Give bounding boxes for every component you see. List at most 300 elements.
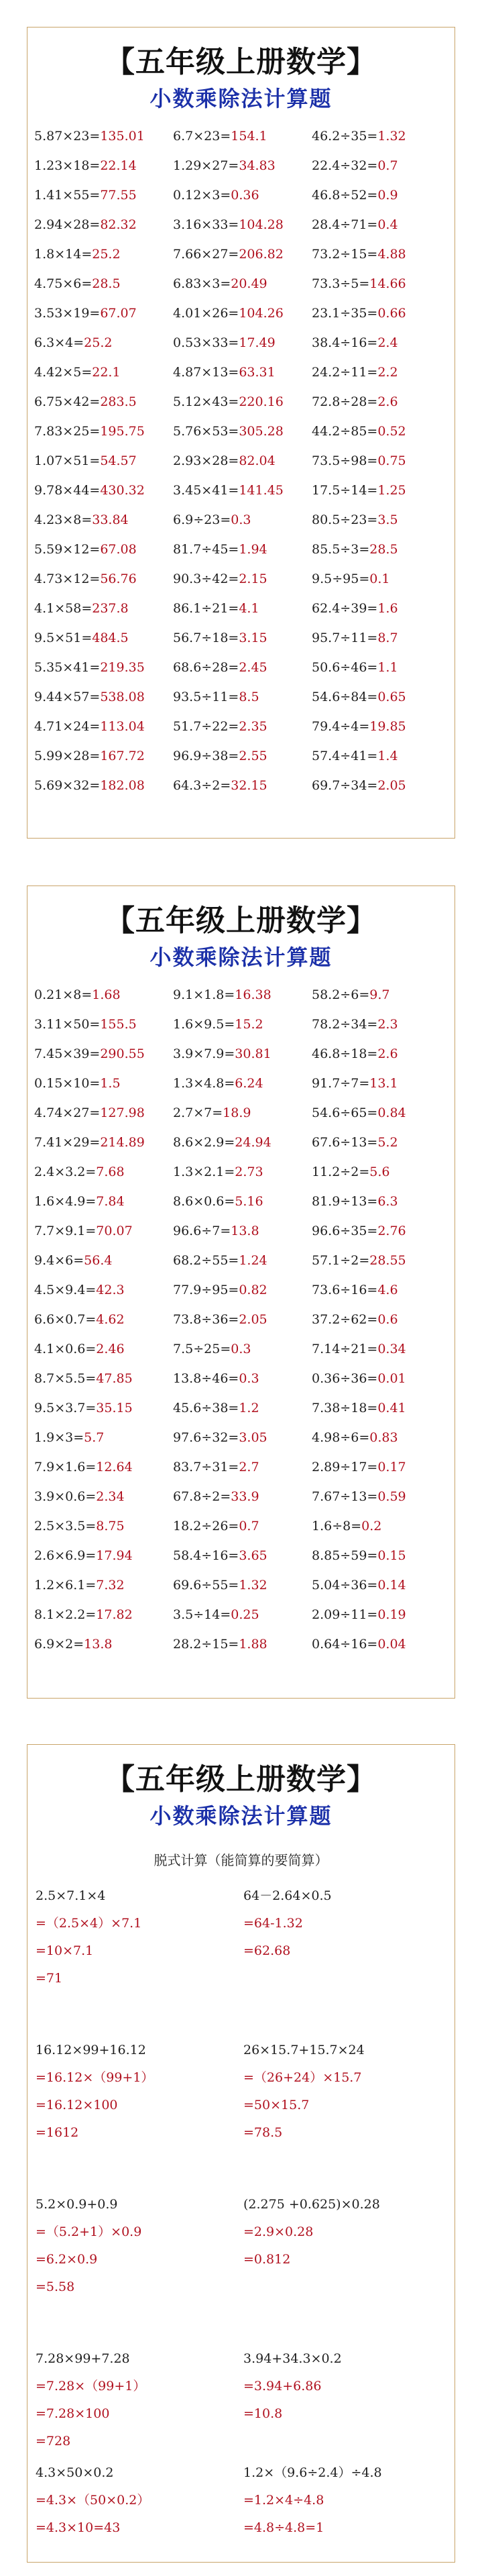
problem-cell [310,247,449,262]
problem-answer: 219.35 [100,660,145,675]
problem-expression: 5.04÷36= [312,1578,378,1593]
problem-answer: 67.07 [100,306,137,321]
calculation-step: =1612 [36,2125,79,2140]
problem-cell [172,1371,310,1386]
problem-row [33,180,449,210]
problem-answer: 0.41 [377,1401,406,1415]
problem-answer: 8.7 [377,631,398,645]
problem-answer: 14.66 [369,276,406,291]
problem-expression: 8.7×5.5= [34,1371,97,1386]
problem-answer: 67.08 [100,542,137,557]
problem-row [33,505,449,535]
problem-answer: 305.28 [239,424,284,439]
problem-cell [310,1371,449,1386]
problem-expression: 18.2÷26= [173,1519,239,1534]
problem-cell [33,1578,172,1593]
problem-cell [172,1637,310,1652]
problem-answer: 35.15 [96,1401,133,1415]
problem-answer: 141.45 [239,483,284,498]
problem-expression: 4.98÷6= [312,1430,370,1445]
problem-expression: 54.6÷65= [312,1106,378,1120]
problem-cell [310,394,449,409]
problem-cell [310,1401,449,1415]
problem-cell [33,1283,172,1297]
problem-row [33,1511,449,1541]
problem-answer: 0.34 [377,1342,406,1356]
problem-expression: 58.2÷6= [312,987,370,1002]
problem-cell [33,719,172,734]
problem-expression: 80.5÷23= [312,513,378,527]
problem-expression: 93.5÷11= [173,690,239,704]
calculation-expression: 4.3×50×0.2 [36,2465,114,2480]
problem-answer: 0.19 [377,1607,406,1622]
problem-cell [33,660,172,675]
calculation-problem [36,2191,141,2301]
problem-expression: 23.1÷35= [312,306,378,321]
problem-answer: 1.6 [377,601,398,616]
problem-answer: 290.55 [100,1046,145,1061]
problem-cell [310,1489,449,1504]
problem-cell [172,394,310,409]
problem-row [33,358,449,387]
problem-answer: 1.5 [100,1076,121,1091]
problem-answer: 0.15 [377,1548,406,1563]
problem-expression: 0.21×8= [34,987,93,1002]
problem-answer: 0.3 [231,513,251,527]
problem-row [33,623,449,653]
problem-expression: 13.8÷46= [173,1371,239,1386]
problem-answer: 33.9 [231,1489,259,1504]
calculation-step: =2.9×0.28 [243,2224,314,2239]
problem-expression: 7.83×25= [34,424,101,439]
problem-expression: 3.45×41= [173,483,239,498]
problem-row [33,594,449,623]
problem-expression: 83.7÷31= [173,1460,239,1474]
problem-cell [310,660,449,675]
problem-expression: 9.1×1.8= [173,987,235,1002]
calculation-step: =50×15.7 [243,2098,310,2112]
problem-expression: 57.1÷2= [312,1253,370,1268]
problem-answer: 0.59 [377,1489,406,1504]
problem-answer: 63.31 [239,365,276,380]
problem-cell [172,1401,310,1415]
problem-answer: 0.01 [377,1371,406,1386]
calculation-step: =62.68 [243,1943,291,1958]
problem-answer: 0.9 [377,188,398,203]
problem-expression: 97.6÷32= [173,1430,239,1445]
problem-cell [33,188,172,203]
problem-cell [310,1548,449,1563]
problem-expression: 38.4÷16= [312,335,378,350]
problem-expression: 68.6÷28= [173,660,239,675]
problem-expression: 4.01×26= [173,306,239,321]
problem-expression: 1.3×2.1= [173,1165,235,1179]
calculation-step: =（5.2+1）×0.9 [36,2224,142,2239]
problem-grid [33,980,449,1659]
problem-answer: 0.17 [377,1460,406,1474]
problem-cell [33,601,172,616]
problem-cell [172,542,310,557]
problem-expression: 6.9×2= [34,1637,84,1652]
problem-cell [172,1253,310,1268]
problem-answer: 0.1 [369,572,390,586]
problem-cell [310,1224,449,1238]
problem-expression: 3.9×0.6= [34,1489,97,1504]
problem-cell [172,1578,310,1593]
problem-cell [33,335,172,350]
problem-answer: 104.26 [239,306,284,321]
problem-cell [172,217,310,232]
problem-row [33,239,449,269]
problem-row [33,1246,449,1275]
problem-answer: 28.55 [369,1253,406,1268]
problem-expression: 96.6÷7= [173,1224,231,1238]
problem-answer: 22.14 [100,158,137,173]
problem-row [33,210,449,239]
problem-cell [310,1194,449,1209]
problem-row [33,1364,449,1393]
problem-answer: 0.66 [377,306,406,321]
problem-cell [33,1194,172,1209]
problem-row [33,476,449,505]
calculation-expression: 7.28×99+7.28 [36,2351,130,2366]
problem-cell [33,1253,172,1268]
calculation-expression: (2.275 +0.625)×0.28 [243,2197,380,2212]
problem-answer: 25.2 [92,247,121,262]
problem-expression: 45.6÷38= [173,1401,239,1415]
problem-answer: 2.05 [377,778,406,793]
problem-cell [310,1076,449,1091]
problem-expression: 9.4×6= [34,1253,84,1268]
problem-answer: 0.2 [361,1519,382,1534]
problem-answer: 0.25 [231,1607,259,1622]
problem-cell [33,1106,172,1120]
problem-cell [310,1283,449,1297]
problem-expression: 3.9×7.9= [173,1046,235,1061]
problem-expression: 3.16×33= [173,217,239,232]
calculation-step: =4.3×（50×0.2） [36,2493,150,2508]
problem-expression: 77.9÷95= [173,1283,239,1297]
problem-answer: 2.15 [239,572,267,586]
problem-expression: 4.73×12= [34,572,101,586]
problem-expression: 24.2÷11= [312,365,378,380]
problem-expression: 7.5÷25= [173,1342,231,1356]
problem-expression: 58.4÷16= [173,1548,239,1563]
problem-expression: 7.38÷18= [312,1401,378,1415]
problem-answer: 1.68 [92,987,121,1002]
problem-expression: 2.09÷11= [312,1607,378,1622]
problem-cell [172,1519,310,1534]
calculation-problem [36,1882,141,1992]
problem-expression: 1.6×9.5= [173,1017,235,1032]
problem-answer: 7.32 [96,1578,125,1593]
problem-grid [33,121,449,800]
problem-answer: 17.49 [239,335,276,350]
problem-answer: 13.8 [84,1637,113,1652]
problem-expression: 1.8×14= [34,247,93,262]
problem-expression: 79.4÷4= [312,719,370,734]
problem-answer: 4.6 [377,1283,398,1297]
problem-answer: 77.55 [100,188,137,203]
calculation-step: =10×7.1 [36,1943,94,1958]
problem-answer: 5.2 [377,1135,398,1150]
problem-expression: 4.1×58= [34,601,93,616]
problem-expression: 2.7×7= [173,1106,223,1120]
problem-expression: 2.89÷17= [312,1460,378,1474]
problem-cell [33,1165,172,1179]
problem-expression: 28.2÷15= [173,1637,239,1652]
problem-cell [310,631,449,645]
problem-row [33,121,449,151]
problem-row [33,1482,449,1511]
problem-cell [33,1637,172,1652]
problem-cell [310,1106,449,1120]
calculation-expression: 1.2×（9.6÷2.4）÷4.8 [243,2465,382,2480]
problem-row [33,1010,449,1039]
problem-answer: 0.65 [377,690,406,704]
problem-cell [33,1342,172,1356]
problem-expression: 1.3×4.8= [173,1076,235,1091]
problem-cell [172,1430,310,1445]
problem-answer: 237.8 [92,601,129,616]
problem-expression: 4.74×27= [34,1106,101,1120]
calculation-problem [243,2191,380,2273]
problem-cell [172,1489,310,1504]
problem-cell [172,1135,310,1150]
problem-answer: 1.2 [239,1401,259,1415]
problem-cell [310,453,449,468]
problem-cell [310,1578,449,1593]
problem-cell [172,1106,310,1120]
problem-cell [310,1312,449,1327]
problem-expression: 67.6÷13= [312,1135,378,1150]
problem-cell [310,719,449,734]
problem-cell [310,542,449,557]
problem-answer: 0.52 [377,424,406,439]
problem-expression: 50.6÷46= [312,660,378,675]
problem-answer: 8.5 [239,690,259,704]
problem-answer: 22.1 [92,365,121,380]
calculation-problem [36,2037,154,2147]
problem-expression: 67.8÷2= [173,1489,231,1504]
problem-answer: 2.73 [235,1165,263,1179]
problem-cell [33,1135,172,1150]
problem-cell [172,1224,310,1238]
problem-expression: 1.6÷8= [312,1519,362,1534]
calculation-step: =4.8÷4.8=1 [243,2520,324,2535]
problem-expression: 2.94×28= [34,217,101,232]
problem-answer: 0.84 [377,1106,406,1120]
calculation-expression: 5.2×0.9+0.9 [36,2197,118,2212]
problem-expression: 73.2÷15= [312,247,378,262]
problem-expression: 5.69×32= [34,778,101,793]
problem-expression: 9.78×44= [34,483,101,498]
problem-answer: 54.57 [100,453,137,468]
problem-answer: 18.9 [223,1106,251,1120]
calculation-step: =71 [36,1971,63,1986]
problem-answer: 9.7 [369,987,390,1002]
problem-expression: 7.45×39= [34,1046,101,1061]
problem-expression: 6.9÷23= [173,513,231,527]
problem-expression: 0.12×3= [173,188,231,203]
problem-expression: 46.8÷52= [312,188,378,203]
problem-row [33,1098,449,1128]
problem-cell [310,129,449,144]
problem-row [33,299,449,328]
problem-answer: 0.04 [377,1637,406,1652]
problem-expression: 62.4÷39= [312,601,378,616]
problem-expression: 46.2÷35= [312,129,378,144]
problem-cell [33,158,172,173]
problem-cell [33,1046,172,1061]
problem-answer: 3.15 [239,631,267,645]
problem-cell [310,1017,449,1032]
problem-expression: 5.99×28= [34,749,101,763]
problem-answer: 6.24 [235,1076,263,1091]
calculation-step: =728 [36,2434,71,2449]
problem-answer: 1.32 [239,1578,267,1593]
problem-answer: 5.16 [235,1194,263,1209]
problem-cell [33,129,172,144]
problem-cell [172,276,310,291]
problem-cell [172,690,310,704]
problem-answer: 1.94 [239,542,267,557]
problem-row [33,741,449,771]
problem-answer: 154.1 [231,129,267,144]
problem-expression: 0.15×10= [34,1076,101,1091]
problem-expression: 2.6×6.9= [34,1548,97,1563]
problem-cell [33,1460,172,1474]
problem-expression: 7.67÷13= [312,1489,378,1504]
problem-answer: 0.83 [369,1430,398,1445]
problem-expression: 8.6×0.6= [173,1194,235,1209]
problem-expression: 44.2÷85= [312,424,378,439]
problem-expression: 73.5÷98= [312,453,378,468]
problem-cell [172,601,310,616]
problem-row [33,417,449,446]
problem-expression: 0.36÷36= [312,1371,378,1386]
problem-expression: 4.75×6= [34,276,93,291]
problem-expression: 73.6÷16= [312,1283,378,1297]
problem-cell [310,217,449,232]
problem-expression: 1.2×6.1= [34,1578,97,1593]
problem-answer: 2.76 [377,1224,406,1238]
problem-answer: 167.72 [100,749,145,763]
problem-cell [310,1637,449,1652]
problem-answer: 2.35 [239,719,267,734]
problem-answer: 2.7 [239,1460,259,1474]
problem-expression: 9.5÷95= [312,572,370,586]
problem-row [33,1629,449,1659]
problem-answer: 283.5 [100,394,137,409]
problem-cell [33,1017,172,1032]
problem-cell [310,188,449,203]
problem-cell [310,483,449,498]
problem-cell [310,1519,449,1534]
problem-answer: 32.15 [231,778,267,793]
problem-cell [33,513,172,527]
problem-expression: 69.6÷55= [173,1578,239,1593]
problem-cell [33,394,172,409]
problem-expression: 28.4÷71= [312,217,378,232]
problem-row [33,387,449,417]
problem-answer: 42.3 [96,1283,125,1297]
problem-expression: 4.23×8= [34,513,93,527]
problem-cell [310,1046,449,1061]
problem-answer: 6.3 [377,1194,398,1209]
problem-cell [33,1371,172,1386]
problem-answer: 4.1 [239,601,259,616]
problem-cell [310,276,449,291]
calculation-problem [243,2037,365,2147]
worksheet-title: 【五年级上册数学】 [105,45,377,79]
problem-expression: 1.41×55= [34,188,101,203]
problem-expression: 85.5÷3= [312,542,370,557]
problem-cell [172,129,310,144]
problem-answer: 538.08 [100,690,145,704]
problem-row [33,1187,449,1216]
problem-answer: 5.7 [84,1430,105,1445]
problem-answer: 4.62 [96,1312,125,1327]
problem-answer: 2.55 [239,749,267,763]
problem-answer: 1.32 [377,129,406,144]
problem-answer: 47.85 [96,1371,133,1386]
problem-cell [33,306,172,321]
problem-cell [172,1460,310,1474]
problem-row [33,1128,449,1157]
problem-answer: 104.28 [239,217,284,232]
problem-cell [172,719,310,734]
problem-cell [310,1607,449,1622]
problem-cell [172,335,310,350]
problem-answer: 2.45 [239,660,267,675]
problem-cell [172,987,310,1002]
problem-answer: 15.2 [235,1017,263,1032]
problem-row [33,1423,449,1452]
problem-answer: 0.7 [377,158,398,173]
problem-cell [172,749,310,763]
problem-cell [33,631,172,645]
problem-expression: 2.93×28= [173,453,239,468]
problem-cell [310,749,449,763]
worksheet-title: 【五年级上册数学】 [105,1762,377,1796]
problem-row [33,269,449,299]
problem-expression: 57.4÷41= [312,749,378,763]
problem-cell [310,1460,449,1474]
problem-answer: 0.75 [377,453,406,468]
calculation-step: =7.28×100 [36,2406,110,2421]
problem-cell [33,1076,172,1091]
problem-answer: 30.81 [235,1046,272,1061]
problem-cell [33,365,172,380]
problem-expression: 11.2÷2= [312,1165,370,1179]
calculation-problem [243,2459,382,2542]
problem-cell [33,1312,172,1327]
problem-expression: 6.83×3= [173,276,231,291]
calculation-step: =（2.5×4）×7.1 [36,1916,142,1931]
problem-answer: 0.4 [377,217,398,232]
problem-expression: 3.11×50= [34,1017,101,1032]
worksheet-title: 【五年级上册数学】 [105,904,377,938]
problem-answer: 182.08 [100,778,145,793]
problem-expression: 1.9×3= [34,1430,84,1445]
worksheet-3 [27,1744,455,2563]
problem-cell [310,1253,449,1268]
problem-cell [33,1519,172,1534]
problem-expression: 4.42×5= [34,365,93,380]
problem-answer: 220.16 [239,394,284,409]
problem-answer: 1.4 [377,749,398,763]
